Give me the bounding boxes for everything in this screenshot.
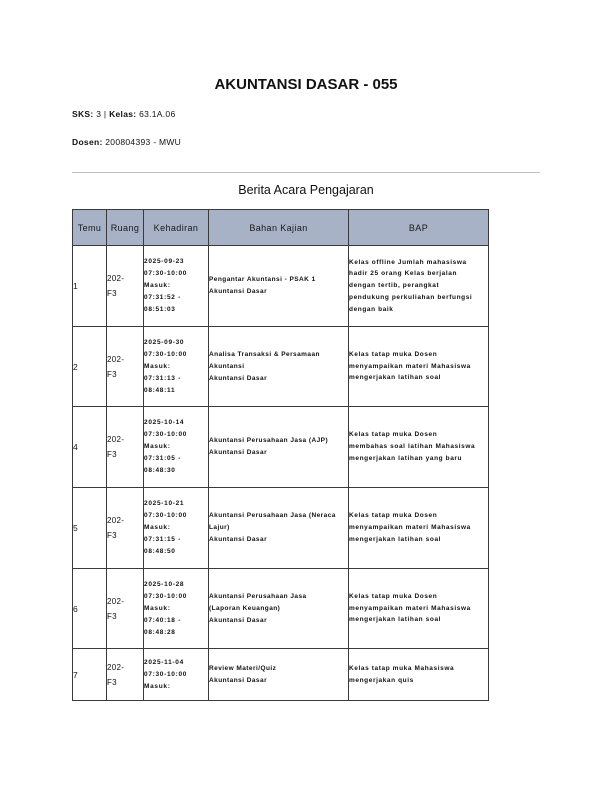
table-row: [73, 407, 489, 488]
temu-cell: [73, 327, 107, 407]
temu-value: 6: [73, 603, 79, 614]
bahan-kajian-topik: Analisa Transaksi & Persamaan Akuntansi: [209, 350, 320, 370]
table-row: [73, 488, 489, 569]
kehadiran-masuk-label: Masuk:: [144, 362, 171, 370]
bap-cell: [349, 569, 489, 649]
bahan-kajian-cell: [209, 649, 349, 701]
ruang-value: 202-F3: [107, 435, 125, 459]
kehadiran-masuk-label: Masuk:: [144, 604, 171, 612]
kehadiran-cell: [144, 488, 209, 569]
kehadiran-tanggal: 2025-10-21: [144, 500, 185, 507]
kehadiran-jam: 07:30-10:00: [144, 350, 188, 358]
bahan-kajian-cell: [209, 569, 349, 649]
bahan-kajian-mata-kuliah: Akuntansi Dasar: [209, 676, 268, 684]
teaching-record-table: [72, 209, 489, 701]
table-row: [73, 327, 489, 407]
bahan-kajian-block: [209, 349, 338, 385]
kehadiran-block: [144, 498, 200, 558]
temu-cell: [73, 649, 107, 701]
ruang-cell: [107, 246, 144, 327]
temu-value: 1: [73, 281, 79, 291]
bap-cell: [349, 649, 489, 701]
temu-value: 5: [73, 523, 79, 533]
section-title: Berita Acara Pengajaran: [238, 183, 374, 197]
kehadiran-masuk-waktu: 07:31:52 - 08:51:03: [144, 294, 181, 313]
temu-cell: [73, 569, 107, 649]
kehadiran-tanggal: 2025-09-23: [144, 258, 185, 265]
bap-cell: [349, 246, 489, 327]
bahan-kajian-cell: [209, 407, 349, 488]
ruang-cell: [107, 569, 144, 649]
bahan-kajian-cell: [209, 246, 349, 327]
bap-text: Kelas tatap muka Dosen menyampaikan materi Mahasiswa mengerjakan latihan soal: [349, 350, 471, 382]
bahan-kajian-block: [209, 510, 338, 546]
bap-cell: [349, 407, 489, 488]
kehadiran-tanggal: 2025-10-14: [144, 419, 185, 426]
bahan-kajian-block: [209, 274, 338, 298]
info-separator: |: [103, 109, 107, 119]
kehadiran-cell: [144, 407, 209, 488]
ruang-cell: [107, 649, 144, 701]
table-row: [73, 569, 489, 649]
kehadiran-tanggal: 2025-09-30: [144, 338, 185, 346]
bap-text: Kelas tatap muka Mahasiswa mengerjakan quis: [349, 664, 455, 684]
class-info-line: [72, 109, 176, 120]
ruang-value: 202-F3: [107, 516, 125, 540]
kehadiran-masuk-waktu: 07:31:13 - 08:48:11: [144, 374, 181, 394]
kehadiran-jam: 07:30-10:00: [144, 670, 188, 678]
kehadiran-block: [144, 256, 200, 316]
ruang-value: 202-F3: [107, 354, 125, 379]
table-header-row: [73, 210, 489, 246]
column-header-bap: BAP: [349, 210, 489, 246]
kehadiran-masuk-waktu: 07:31:15 - 08:48:50: [144, 536, 181, 555]
column-header-temu: Temu: [73, 210, 107, 246]
bahan-kajian-mata-kuliah: Akuntansi Dasar: [209, 536, 268, 543]
temu-value: 7: [73, 669, 79, 680]
bahan-kajian-cell: [209, 488, 349, 569]
ruang-value: 202-F3: [107, 274, 125, 298]
kehadiran-jam: 07:30-10:00: [144, 512, 188, 519]
kehadiran-cell: [144, 649, 209, 701]
kehadiran-masuk-label: Masuk:: [144, 524, 171, 531]
kehadiran-block: [144, 657, 200, 693]
column-header-kehadiran: Kehadiran: [144, 210, 209, 246]
bap-cell: [349, 488, 489, 569]
kehadiran-masuk-label: Masuk:: [144, 682, 171, 690]
bahan-kajian-topik: Akuntansi Perusahaan Jasa (Neraca Lajur): [209, 512, 336, 531]
bap-cell: [349, 327, 489, 407]
bahan-kajian-topik: Akuntansi Perusahaan Jasa (AJP): [209, 437, 329, 444]
bap-text: Kelas tatap muka Dosen membahas soal latihan Mahasiswa mengerjakan latihan yang baru: [349, 431, 476, 462]
bahan-kajian-block: [209, 591, 338, 627]
kehadiran-tanggal: 2025-10-28: [144, 580, 185, 588]
bap-text: Kelas tatap muka Dosen menyampaikan materi Mahasiswa mengerjakan latihan soal: [349, 592, 471, 624]
sks-label: SKS:: [72, 109, 94, 119]
ruang-cell: [107, 407, 144, 488]
bahan-kajian-mata-kuliah: Akuntansi Dasar: [209, 449, 268, 456]
kehadiran-masuk-waktu: 07:40:18 - 08:48:28: [144, 616, 181, 636]
bahan-kajian-block: [209, 663, 338, 687]
kehadiran-block: [144, 337, 200, 397]
bahan-kajian-topik: Pengantar Akuntansi - PSAK 1: [209, 276, 316, 283]
lecturer-info-line: [72, 137, 181, 148]
kehadiran-jam: 07:30-10:00: [144, 431, 188, 438]
horizontal-divider: [72, 172, 540, 173]
temu-value: 2: [73, 361, 79, 372]
kehadiran-cell: [144, 569, 209, 649]
table-header: [73, 210, 489, 246]
dosen-value: 200804393 - MWU: [105, 137, 182, 147]
bahan-kajian-mata-kuliah: Akuntansi Dasar: [209, 288, 268, 295]
kehadiran-block: [144, 579, 200, 639]
ruang-cell: [107, 488, 144, 569]
kehadiran-masuk-label: Masuk:: [144, 443, 171, 450]
column-header-bahan-kajian: Bahan Kajian: [209, 210, 349, 246]
kehadiran-block: [144, 417, 200, 477]
kehadiran-masuk-label: Masuk:: [144, 282, 171, 289]
temu-cell: [73, 488, 107, 569]
bahan-kajian-block: [209, 435, 338, 459]
bap-text: Kelas offline Jumlah mahasiswa hadir 25 orang Kelas berjalan dengan tertib, perangkat pendukung perkuliahan berfungsi dengan baik: [349, 258, 473, 313]
ruang-value: 202-F3: [107, 596, 125, 621]
dosen-label: Dosen:: [72, 137, 103, 147]
bahan-kajian-mata-kuliah: Akuntansi Dasar: [209, 616, 268, 624]
sks-value: 3: [96, 109, 102, 119]
column-header-ruang: Ruang: [107, 210, 144, 246]
table-body: [73, 246, 489, 701]
kehadiran-jam: 07:30-10:00: [144, 592, 188, 600]
bahan-kajian-mata-kuliah: Akuntansi Dasar: [209, 374, 268, 382]
kelas-label: Kelas:: [109, 109, 137, 119]
ruang-value: 202-F3: [107, 662, 125, 687]
kehadiran-jam: 07:30-10:00: [144, 270, 188, 277]
kehadiran-cell: [144, 327, 209, 407]
kehadiran-masuk-waktu: 07:31:05 - 08:48:30: [144, 455, 181, 474]
kelas-value: 63.1A.06: [139, 109, 176, 119]
temu-cell: [73, 407, 107, 488]
kehadiran-tanggal: 2025-11-04: [144, 658, 184, 666]
table-row: [73, 649, 489, 701]
table-row: [73, 246, 489, 327]
temu-value: 4: [73, 442, 79, 452]
bahan-kajian-topik: Akuntansi Perusahaan Jasa (Laporan Keuangan): [209, 592, 307, 612]
document-title: AKUNTANSI DASAR - 055: [214, 76, 398, 93]
bahan-kajian-cell: [209, 327, 349, 407]
ruang-cell: [107, 327, 144, 407]
temu-cell: [73, 246, 107, 327]
bahan-kajian-topik: Review Materi/Quiz: [209, 664, 277, 672]
kehadiran-cell: [144, 246, 209, 327]
bap-text: Kelas tatap muka Dosen menyampaikan materi Mahasiswa mengerjakan latihan soal: [349, 512, 471, 543]
